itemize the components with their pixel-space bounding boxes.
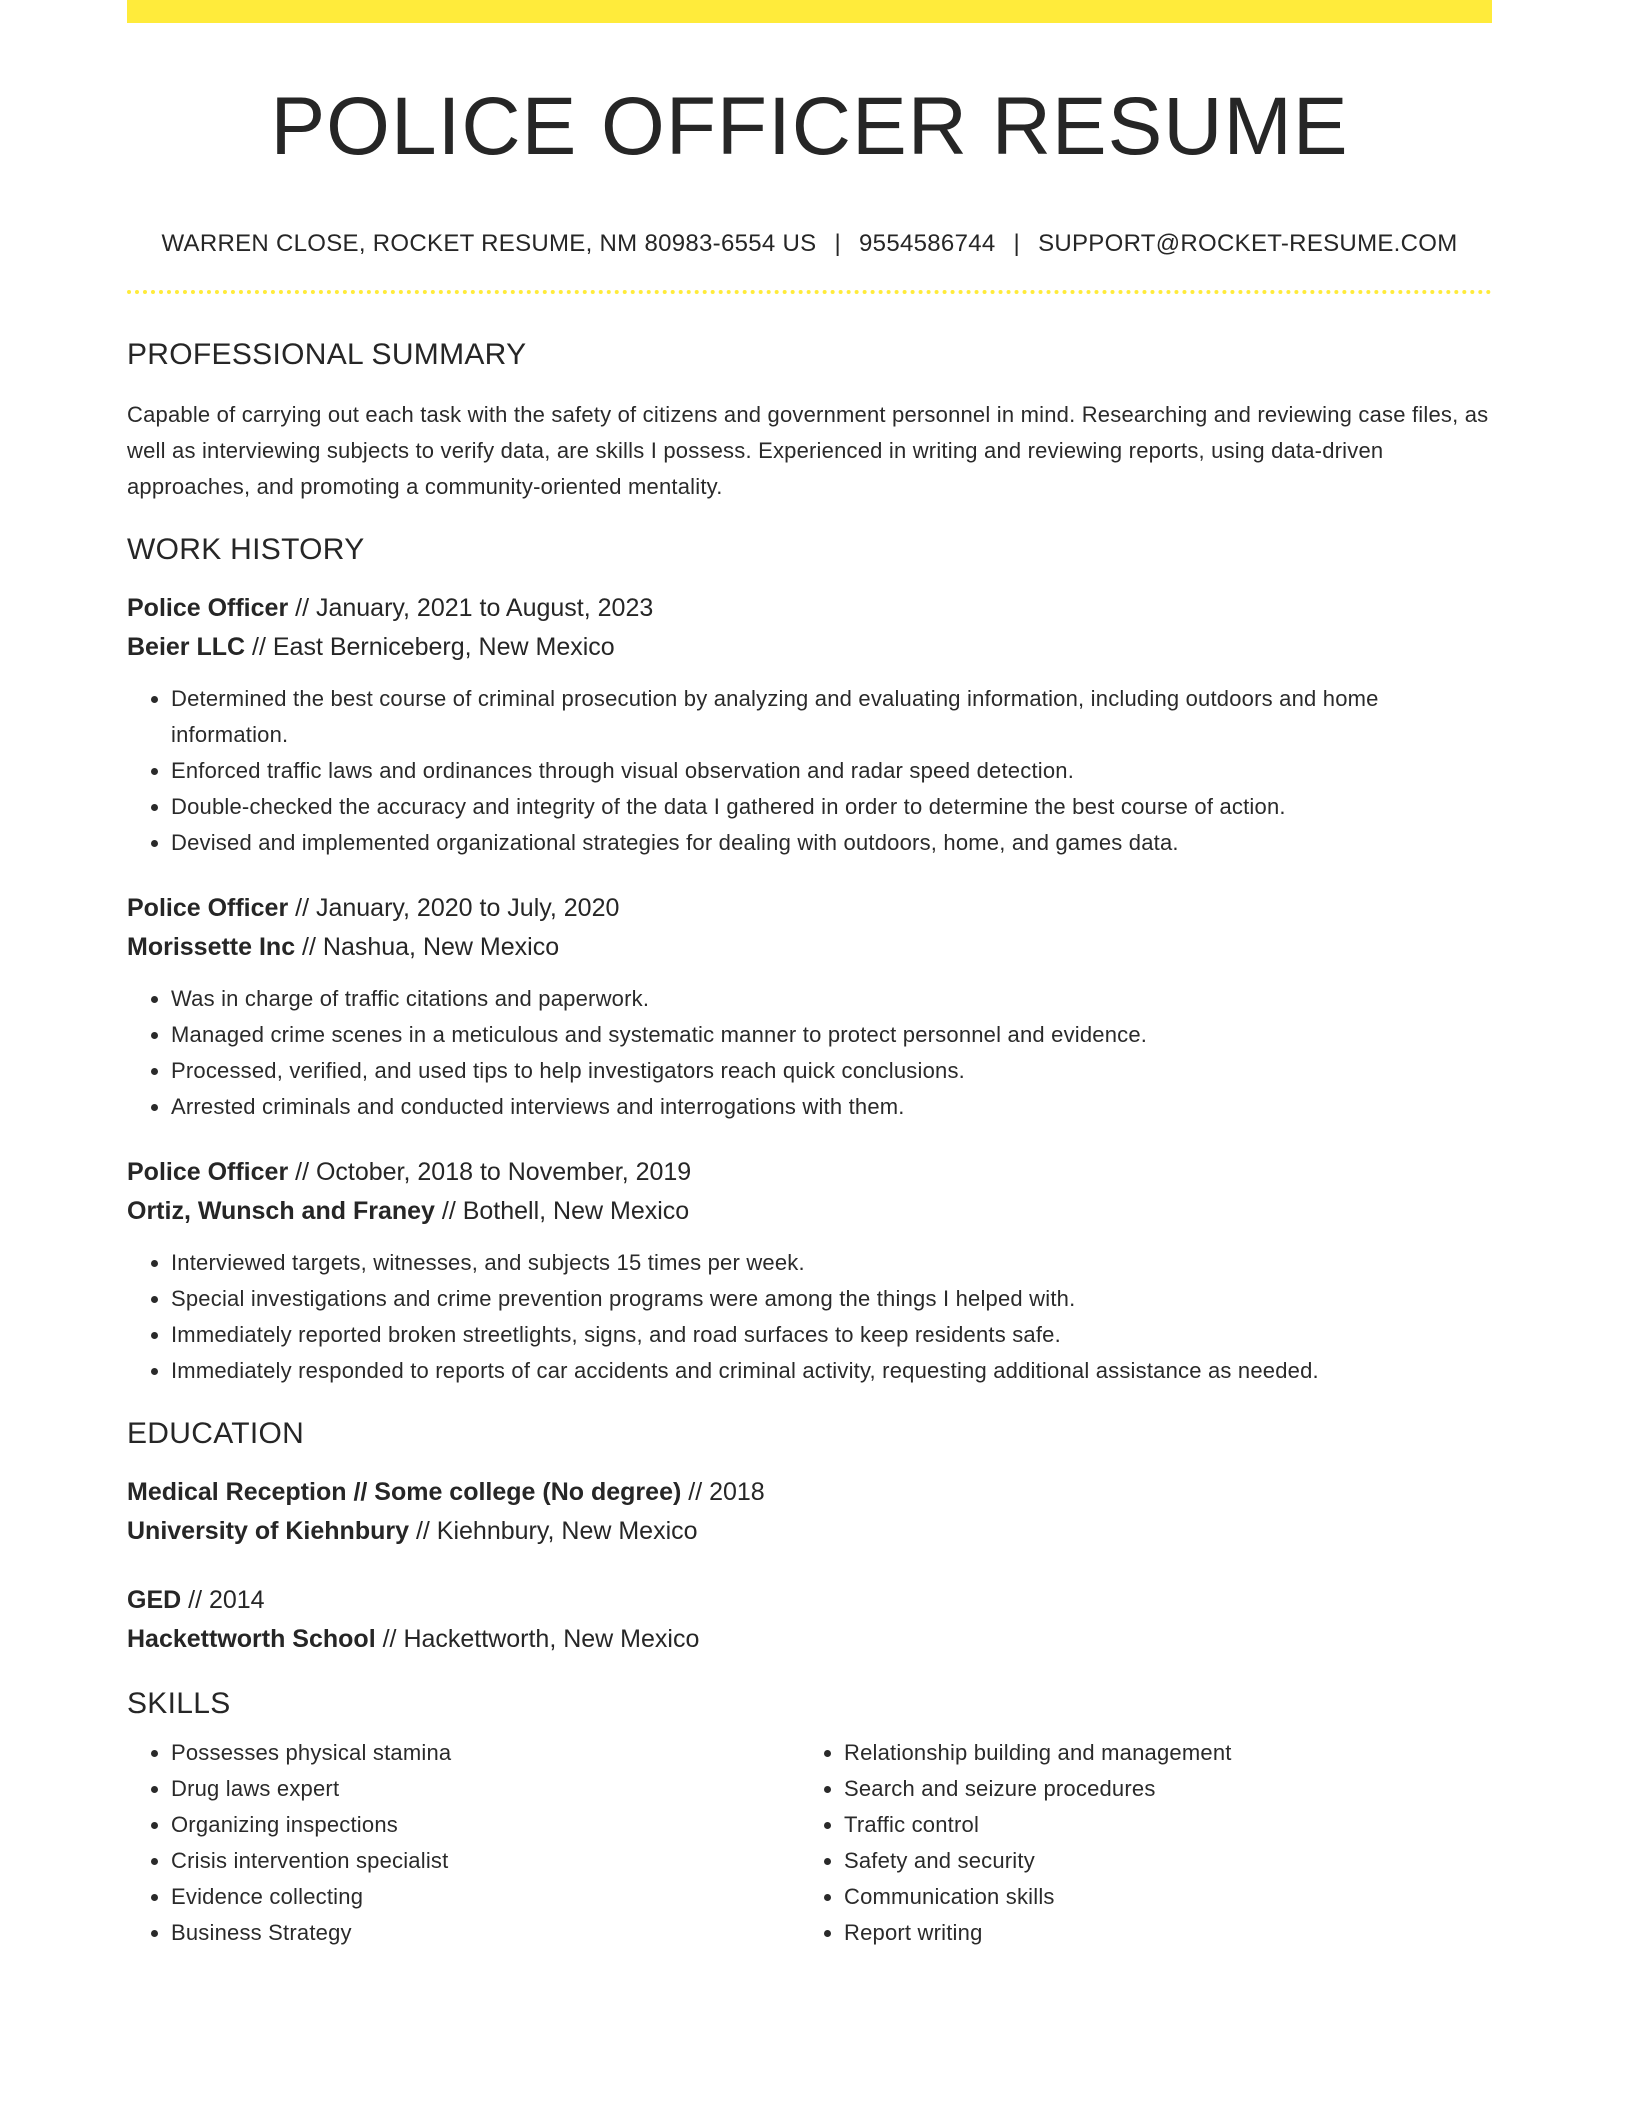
school-location: // Hackettworth, New Mexico: [375, 1625, 700, 1654]
degree: GED: [127, 1586, 182, 1615]
list-item: • Enforced traffic laws and ordinances through visual observation and radar speed detection.: [171, 753, 1492, 789]
list-item: • Double-checked the accuracy and integrity of the data I gathered in order to determine the best course of action.: [171, 789, 1492, 825]
job-title-line: [127, 589, 1492, 628]
school-line: [127, 1620, 1492, 1659]
job-company-line: [127, 1192, 1492, 1231]
education-entry: [127, 1473, 1492, 1551]
skills-list-left: [127, 1735, 800, 1951]
job-bullets: [127, 981, 1492, 1125]
list-item: • Determined the best course of criminal prosecution by analyzing and evaluating information, including outdoors and home information.: [171, 681, 1492, 753]
skills-columns: [127, 1735, 1492, 1951]
summary-heading: PROFESSIONAL SUMMARY: [127, 338, 527, 372]
list-item: • Devised and implemented organizational strategies for dealing with outdoors, home, and games data.: [171, 825, 1492, 861]
phone-number: 9554586744: [859, 230, 996, 258]
resume-page: [127, 0, 1492, 1951]
list-item: • Processed, verified, and used tips to help investigators reach quick conclusions.: [171, 1053, 1492, 1089]
skills-list-right: [800, 1735, 1484, 1951]
education-entry: [127, 1581, 1492, 1659]
education-heading: EDUCATION: [127, 1417, 305, 1451]
job-bullets: [127, 1245, 1492, 1389]
job-dates: // January, 2020 to July, 2020: [288, 894, 620, 923]
school-location: // Kiehnbury, New Mexico: [409, 1517, 698, 1546]
job-company-line: [127, 628, 1492, 667]
job-role: Police Officer: [127, 894, 289, 923]
skill-item: • Organizing inspections: [171, 1807, 800, 1843]
degree-year: // 2018: [681, 1478, 765, 1507]
skill-item: • Communication skills: [844, 1879, 1484, 1915]
degree-line: [127, 1473, 1492, 1512]
school-name: University of Kiehnbury: [127, 1517, 409, 1546]
skill-item: • Traffic control: [844, 1807, 1484, 1843]
skill-item: • Possesses physical stamina: [171, 1735, 800, 1771]
job-title-line: [127, 1153, 1492, 1192]
job-role: Police Officer: [127, 594, 289, 623]
list-item: • Special investigations and crime prevention programs were among the things I helped with.: [171, 1281, 1492, 1317]
job-entry: [127, 889, 1492, 1125]
school-name: Hackettworth School: [127, 1625, 376, 1654]
job-company: Morissette Inc: [127, 933, 296, 962]
dotted-divider: [127, 290, 1492, 294]
job-title-line: [127, 889, 1492, 928]
list-item: • Interviewed targets, witnesses, and subjects 15 times per week.: [171, 1245, 1492, 1281]
skill-item: • Search and seizure procedures: [844, 1771, 1484, 1807]
job-company-line: [127, 928, 1492, 967]
list-item: • Was in charge of traffic citations and paperwork.: [171, 981, 1492, 1017]
list-item: • Managed crime scenes in a meticulous and systematic manner to protect personnel and evidence.: [171, 1017, 1492, 1053]
list-item: • Arrested criminals and conducted interviews and interrogations with them.: [171, 1089, 1492, 1125]
skill-item: • Relationship building and management: [844, 1735, 1484, 1771]
degree: Medical Reception // Some college (No degree): [127, 1478, 682, 1507]
job-company: Ortiz, Wunsch and Franey: [127, 1197, 435, 1226]
resume-title: POLICE OFFICER RESUME: [270, 81, 1349, 172]
list-item: • Immediately reported broken streetlights, signs, and road surfaces to keep residents safe.: [171, 1317, 1492, 1353]
job-location: // Bothell, New Mexico: [434, 1197, 690, 1226]
skills-heading: SKILLS: [127, 1687, 231, 1721]
job-entry: [127, 1153, 1492, 1389]
skill-item: • Business Strategy: [171, 1915, 800, 1951]
skill-item: • Evidence collecting: [171, 1879, 800, 1915]
job-dates: // October, 2018 to November, 2019: [288, 1158, 692, 1187]
work-history-heading: WORK HISTORY: [127, 533, 365, 567]
contact-separator: |: [834, 230, 842, 258]
school-line: [127, 1512, 1492, 1551]
summary-text: Capable of carrying out each task with the safety of citizens and government personnel in mind. Researching and reviewing case files, as well as interviewing subjects to verify data, are skills I possess. Experienced in writing and reviewing reports, using data-driven approaches, and promoting a community-oriented mentality.: [127, 402, 1489, 500]
skill-item: • Report writing: [844, 1915, 1484, 1951]
degree-line: [127, 1581, 1492, 1620]
contact-separator: |: [1013, 230, 1021, 258]
email-address: SUPPORT@ROCKET-RESUME.COM: [1038, 230, 1458, 258]
skill-item: • Safety and security: [844, 1843, 1484, 1879]
job-location: // East Berniceberg, New Mexico: [245, 633, 615, 662]
contact-line: [127, 230, 1492, 258]
address: WARREN CLOSE, ROCKET RESUME, NM 80983-6554 US: [161, 230, 817, 258]
job-role: Police Officer: [127, 1158, 289, 1187]
skill-item: • Drug laws expert: [171, 1771, 800, 1807]
job-dates: // January, 2021 to August, 2023: [288, 594, 654, 623]
job-company: Beier LLC: [127, 633, 246, 662]
job-bullets: [127, 681, 1492, 861]
degree-year: // 2014: [181, 1586, 265, 1615]
job-location: // Nashua, New Mexico: [295, 933, 560, 962]
skill-item: • Crisis intervention specialist: [171, 1843, 800, 1879]
job-entry: [127, 589, 1492, 861]
accent-bar: [127, 0, 1492, 23]
list-item: • Immediately responded to reports of car accidents and criminal activity, requesting additional assistance as needed.: [171, 1353, 1492, 1389]
